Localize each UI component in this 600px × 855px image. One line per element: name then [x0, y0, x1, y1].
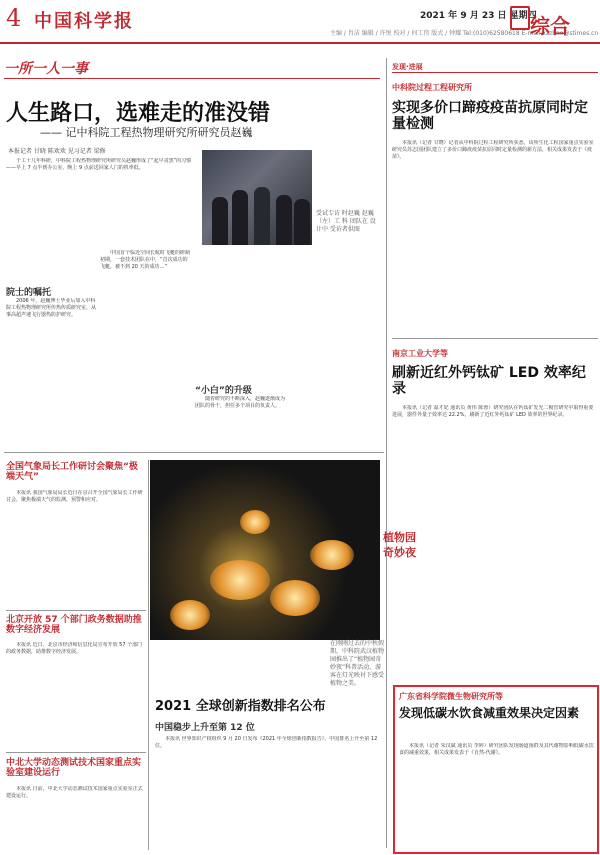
- highlight-headline: 发现低碳水饮食减重效果决定因素: [399, 706, 580, 720]
- right-top-headline: 实现多价口蹄疫疫苗抗原同时定量检测: [392, 100, 588, 133]
- masthead: [0, 0, 600, 44]
- issue-date: 2021 年 9 月 23 日 星期四: [420, 11, 537, 21]
- feature-photo-caption: 受试专访 时赵巍 赵巍（左）工 科 团队在 设计中 受访者供图: [316, 210, 376, 233]
- brief-body: [6, 642, 146, 752]
- brief-body: [6, 490, 146, 605]
- brief-divider: [6, 610, 146, 611]
- feature-body-col1: [6, 158, 196, 248]
- plant-photo-caption: 在刚刚过去的中秋假期，中科院武汉植物园推出了“植物园奇妙夜”科普活动，游客在灯光映衬下感受植物之美。: [330, 640, 385, 687]
- editor-line: 主编 / 肖洁 编辑 / 许悦 校对 / 何工伟 版式 / 钟耀 Tel:(010)62580618 E-mail:xzzhao@stimes.cn: [330, 30, 599, 37]
- plant-night-photo: [150, 460, 380, 640]
- right-middle-body: [392, 405, 598, 645]
- column-header: 一所一人一事: [4, 61, 88, 77]
- feature-body-col5: [290, 250, 380, 448]
- brief-paragraph: 本报讯 近日，北京市经济和信息化局宣布开放 57 个部门的政务数据，助推数字经济发展。: [6, 642, 143, 655]
- brief-paragraph: 本报讯 我国气象局局长近日在京召开全国气象局长工作研讨会，聚焦极端天气的监测、预警和应对。: [6, 490, 143, 503]
- page-number: 4: [6, 4, 22, 32]
- feature-rule: [4, 78, 380, 79]
- highlighted-article: [393, 685, 599, 854]
- section-divider: [4, 452, 384, 453]
- brief-headline: 全国气象局长工作研讨会聚焦“极端天气”: [6, 462, 138, 483]
- feature-body-col2: [6, 298, 96, 448]
- column-divider: [386, 58, 387, 848]
- feature-byline: 本报记者 甘晓 陈欢欢 见习记者 梁修: [8, 148, 106, 155]
- innovation-headline: 2021 全球创新指数排名公布: [155, 699, 326, 714]
- feature-body-col3: [100, 250, 190, 448]
- newspaper-logo: 中国科学报: [34, 11, 134, 32]
- brief-headline: 北京开放 57 个部门政务数据助推数字经济发展: [6, 615, 142, 636]
- feature-paragraph: 中国首个临近空间长航时飞艇的研制初期，一套技术团队在中，“首次成功的飞艇，被不到 20 天的成功…”: [100, 250, 190, 270]
- plant-photo-title: 植物园奇妙夜: [383, 531, 416, 559]
- right-middle-institute: 南京工业大学等: [392, 349, 448, 358]
- innovation-body: [155, 736, 383, 851]
- innovation-subhead: 中国稳步上升至第 12 位: [155, 723, 255, 733]
- subsection-heading: 院士的嘱托: [6, 288, 52, 298]
- feature-paragraph: 2006 年，赵巍博士毕业后加入中科院工程热物理研究所传热传质研究室，从事高超声速飞行器热防护研究。: [6, 298, 96, 318]
- brief-headline: 中北大学动态测试技术国家重点实验室建设运行: [6, 758, 142, 779]
- highlight-body: [399, 743, 595, 848]
- right-rule: [392, 72, 598, 73]
- brief-divider: [6, 752, 146, 753]
- right-top-institute: 中科院过程工程研究所: [392, 83, 472, 92]
- feature-paragraph: 于工十几年科研，中科院工程热物理研究所研究员赵巍形成了“起早贪黑”的习惯——早上 7 点半到办公室，晚上 9 点前送回家人门的机率低。: [6, 158, 192, 171]
- subsection-heading: “小白”的升级: [195, 386, 252, 396]
- brief-body: [6, 786, 146, 851]
- right-top-paragraph: 本报讯（记者 甘晓）记者从中科院过程工程研究所获悉，该所生化工程国家重点实验室研究员苏志国团队建立了多价口蹄疫疫苗抗原同时定量检测的新方法，相关成果发表于《疫苗》。: [392, 140, 594, 160]
- right-middle-headline: 刷新近红外钙钛矿 LED 效率纪录: [392, 365, 586, 398]
- feature-subhead: —— 记中科院工程热物理研究所研究员赵巍: [40, 126, 253, 139]
- feature-headline: 人生路口，选难走的准没错: [6, 101, 271, 126]
- right-middle-paragraph: 本报讯（记者 温才妃 通讯员 黄伟 陈蓉）研究团队在钙钛矿发光二极管研究中取得重要进展，器件外量子效率达 22.2%，刷新了近红外钙钛矿 LED 效率的世界纪录。: [392, 405, 594, 418]
- innovation-paragraph: 本报讯 世界知识产权组织 9 月 20 日发布《2021 年全球创新指数报告》，中国排名上升至第 12 位。: [155, 736, 378, 749]
- feature-photo: [202, 150, 312, 245]
- highlight-institute: 广东省科学院微生物研究所等: [399, 692, 503, 701]
- right-section-label: 发现·进展: [392, 63, 423, 71]
- feature-paragraph: 随着研究的不断深入，赵巍逐渐成为团队的骨干，担任多个项目的负责人。: [195, 396, 285, 409]
- seal-icon: [510, 6, 530, 30]
- brief-paragraph: 本报讯 日前，中北大学动态测试技术国家重点实验室正式建设运行。: [6, 786, 143, 799]
- feature-body-col4: [195, 396, 285, 448]
- right-divider: [392, 338, 598, 339]
- column-divider: [148, 460, 149, 850]
- section-tag: 综合: [530, 14, 570, 38]
- right-top-body: [392, 140, 598, 335]
- highlight-paragraph: 本报讯（记者 朱汉斌 通讯员 李婷）研究团队发现肠道菌群及其代谢物影响低碳水饮食的减重效果，相关成果发表于《自然-代谢》。: [399, 743, 594, 756]
